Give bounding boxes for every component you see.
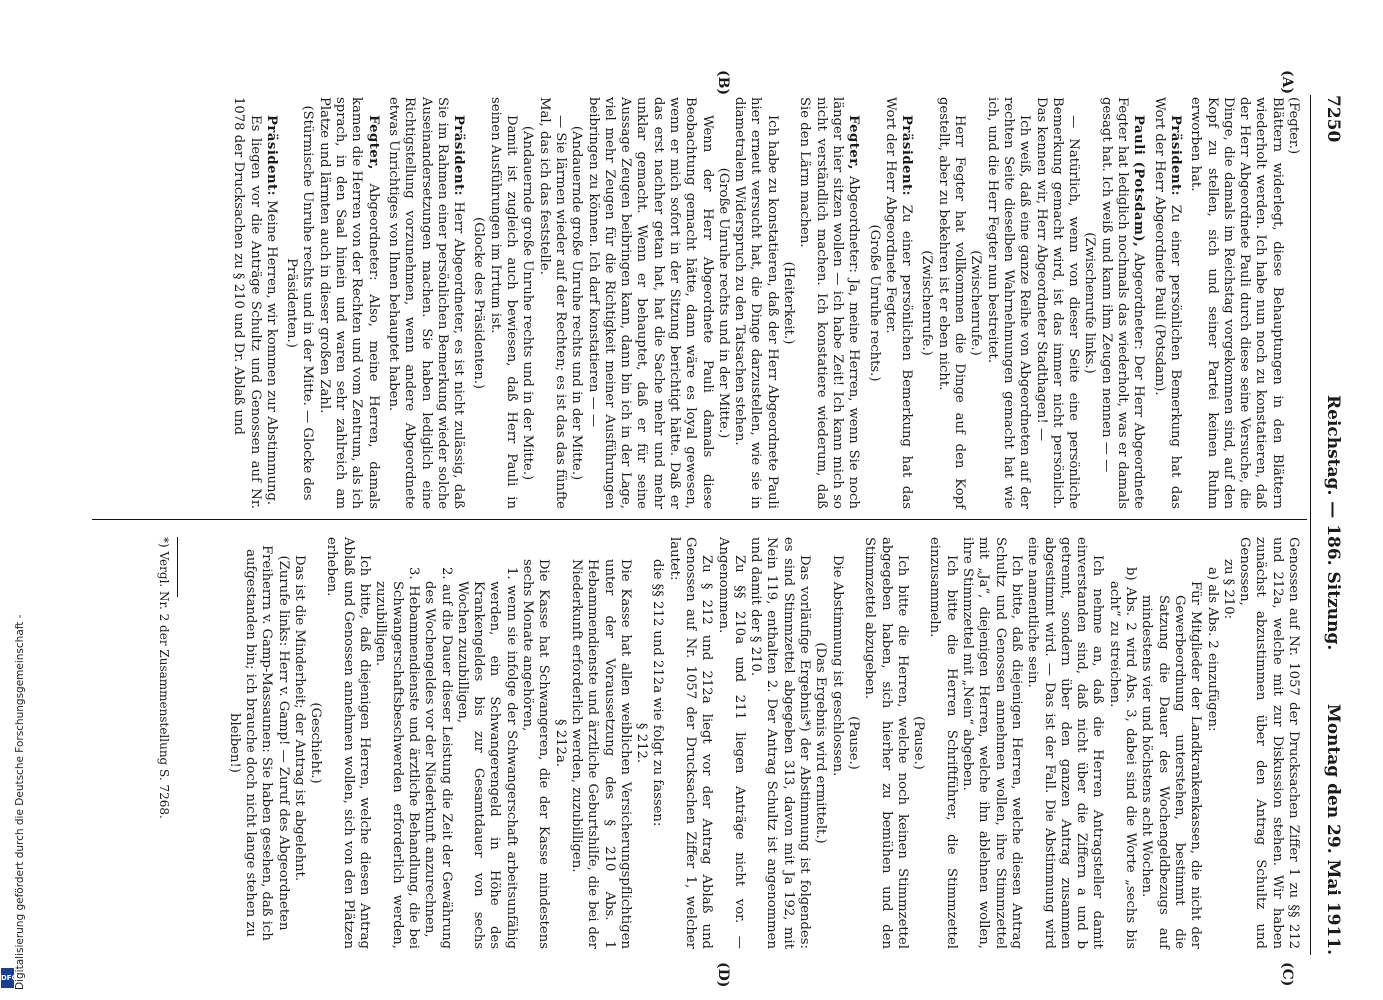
- stage-direction: [470, 97, 486, 509]
- paragraph-text: Ich bitte die Herren Schriftführer, die Stimmzettel einzusammeln.: [927, 537, 959, 949]
- stage-direction: [780, 97, 796, 509]
- paragraph-text: (Stürmische Unruhe rechts und in der Mitte. — Glocke des Präsidenten.): [284, 105, 316, 501]
- stage-direction: [845, 537, 861, 949]
- paragraph-text: Ich bitte, daß diejenigen Herren, welche diesen Antrag Schultz und Genossen annehmen wollen, ihre Stimmzettel mit „Ja“, diejenigen Herren, welche ihn ablehnen wollen, ihre Stimmzettel mit „Nein“ abgeben.: [960, 537, 1024, 949]
- paragraph-text: 2. auf die Dauer dieser Leistung die Zeit der Gewährung des Wochengeldes vor der Niederkunft anzurechnen,: [422, 567, 454, 949]
- paragraph-text: (Geschieht.): [308, 702, 324, 784]
- stage-direction: [633, 537, 649, 949]
- paragraph-text: (Fegter.): [1286, 97, 1301, 155]
- paragraph-text: (Andauernde große Unruhe rechts und in der Mitte.): [569, 125, 585, 481]
- paragraph-text: Genossen auf Nr. 1057 der Drucksachen Ziffer 1 zu §§ 212 und 212a, welche mit zur Diskussion stehen. Wir haben zunächst abzustimmen über den Antrag Schultz und Genossen,: [1237, 537, 1301, 949]
- margin-marker-d: (D): [715, 962, 731, 988]
- paragraph: [535, 97, 568, 509]
- paragraph: [747, 537, 812, 949]
- left-column: [230, 97, 1301, 509]
- paragraph-text: (Zwischenrufe links.): [1082, 232, 1098, 374]
- paragraph: [584, 97, 714, 509]
- paragraph-text: Damit ist zugleich auch bewiesen, daß Herr Pauli in seinen Ausführungen im Irrtum ist.: [487, 97, 520, 509]
- paragraph: [1187, 97, 1285, 509]
- paragraph-text: (Pause.): [911, 716, 927, 770]
- speaker-paragraph: [1150, 97, 1183, 509]
- paragraph: [486, 97, 519, 509]
- paragraph: [323, 537, 372, 949]
- speaker-name: Präsident:: [451, 115, 467, 197]
- paragraph-text: 1. wenn sie infolge der Schwangerschaft arbeitsunfähig werden, ein Schwangerengeld in Höhe des Krankengeldes bis zur Gesamtdauer von sechs Wochen zuzubilligen,: [454, 567, 519, 949]
- stage-direction: [283, 97, 316, 509]
- paragraph-text: Herr Abgeordneter, es ist nicht zulässig, daß Sie im Rahmen einer persönlichen Bemerkung wieder solche Auseinandersetzungen machen. Sie haben lediglich eine Richtigstellung vorzunehmen, wenn andere Abgeordnete etwas Unrichtiges von Ihnen behauptet haben.: [385, 97, 467, 509]
- paragraph-text: Die Kasse hat Schwangeren, die der Kasse mindestens sechs Monate angehören,: [520, 559, 552, 949]
- paragraph-text: Wenn der Herr Abgeordnete Pauli damals diese Beobachtung gemacht hätte, dann wäre es loyal gewesen, wenn er mich sofort in der Sitzung berichtigt hätte. Daß er das erst nachher getan hat, hat die Sache mehr und mehr unklar gemacht. Wenn er behauptet, daß er für seine Aussage Zeugen beibringen kann, dann bin ich in der Lage, viel mehr Zeugen für die Richtigkeit meiner Ausführungen beibringen zu können. Ich darf konstatieren — —: [585, 97, 715, 509]
- paragraph: [1024, 537, 1105, 949]
- paragraph-text: Abgeordneter: Ja, meine Herren, wenn Sie noch länger hier sitzen wollen — ich habe Zeit! Ich kann mich so nicht verständlich machen. Ich konstatiere wiederum, daß Sie den Lärm machen.: [797, 97, 862, 509]
- stage-direction: [910, 537, 926, 949]
- footnote-rule: [177, 537, 178, 597]
- paragraph-text: Zu einer persönlichen Bemerkung hat das Wort der Herr Abgeordnete Pauli (Potsdam).: [1151, 97, 1183, 509]
- stage-direction: [568, 97, 584, 509]
- paragraph: [1032, 97, 1081, 509]
- speaker-paragraph: [263, 97, 279, 509]
- speaker-paragraph: [796, 97, 861, 509]
- paragraph-text: zu § 210:: [1220, 559, 1236, 620]
- paragraph: [665, 537, 714, 949]
- stage-direction: [519, 97, 535, 509]
- stage-direction: [865, 97, 881, 509]
- header-rule: [1310, 95, 1311, 955]
- paragraph-text: (Pause.): [845, 716, 861, 770]
- speaker-name: Fegter,: [365, 115, 381, 170]
- speaker-name: Präsident:: [263, 115, 279, 197]
- paragraph-text: Die Kasse hat allen weiblichen Versicherungspflichtigen unter der Voraussetzung des § 210 Abs. 1 Hebammendienste und ärztliche Geburtshilfe, die bei der Niederkunft erforderlich werden, zuzubilligen.: [568, 559, 633, 949]
- paragraph-text: Das ist die Minderheit; der Antrag ist abgelehnt.: [291, 555, 307, 882]
- paragraph-text: § 212a.: [552, 718, 568, 767]
- paragraph-text: (Zwischenrufe.): [968, 250, 984, 356]
- stage-direction: [812, 537, 828, 949]
- stage-direction: [715, 97, 731, 509]
- paragraph: [983, 97, 1032, 509]
- paragraph: [649, 537, 665, 949]
- stage-direction: [1081, 97, 1097, 509]
- dfg-logo-icon: DFG: [1, 968, 14, 988]
- speaker-name: Fegter,: [846, 115, 862, 170]
- paragraph: [1203, 537, 1219, 949]
- stage-direction: [918, 97, 934, 509]
- paragraph-text: (Heiterkeit.): [781, 261, 797, 345]
- paragraph: [828, 537, 844, 949]
- paragraph: [1285, 97, 1301, 509]
- paragraph: [861, 537, 910, 949]
- paragraph-text: a) als Abs. 2 einzufügen:: [1204, 567, 1220, 732]
- paragraph-text: (Glocke des Präsidenten.): [471, 216, 487, 390]
- paragraph: [421, 537, 454, 949]
- paragraph-text: die §§ 212 und 212a wie folgt zu fassen:: [650, 559, 666, 827]
- paragraph-text: Zu § 212 und 212a liegt vor der Antrag Ablaß und Genossen auf Nr. 1057 der Drucksachen Ziffer 1, welcher lautet:: [666, 537, 715, 949]
- paragraph: [731, 97, 780, 509]
- paragraph-text: (Andauernde große Unruhe rechts und in der Mitte.): [520, 125, 536, 481]
- paragraph: [926, 537, 959, 949]
- paragraph: [1220, 537, 1236, 949]
- paragraph-text: Meine Herren, wir kommen zur Abstimmung.: [263, 200, 279, 506]
- paragraph-text: Zu einer persönlichen Bemerkung hat das Wort der Herr Abgeordnete Fegter.: [882, 97, 915, 509]
- paragraph: [291, 537, 307, 949]
- paragraph-text: Ich bitte die Herren, welche noch keinen Stimmzettel abgegeben haben, sich hierher zu bemühen und den Stimmzettel abzugeben.: [862, 537, 910, 949]
- paragraph: [519, 537, 552, 949]
- paragraph-text: — Sie lärmen wieder auf der Rechten; es ist das das fünfte Mal, das ich das feststelle.: [536, 97, 568, 509]
- stage-direction: [225, 537, 290, 949]
- paragraph-text: Für Mitglieder der Landkrankenkassen, die nicht der Gewerbeordnung unterstehen, bestimmt die Satzung die Dauer des Wochengeldbezugs auf mindestens vier und höchstens acht Wochen.: [1139, 581, 1204, 949]
- speaker-paragraph: [385, 97, 466, 509]
- paragraph-text: Ich weiß, daß eine ganze Reihe von Abgeordneten auf der rechten Seite dieselben Wahrnehmungen gemacht hat wie ich, und die Herr Fegter nun bestreitet.: [984, 97, 1033, 509]
- speaker-paragraph: [1097, 97, 1146, 509]
- paragraph: [454, 537, 519, 949]
- paragraph: [959, 537, 1024, 949]
- paragraph: [230, 97, 263, 509]
- stage-direction: [307, 537, 323, 949]
- paragraph-text: (Zurufe links: Herr v. Gamp! — Zuruf des Abgeordneten Freiherrn v. Gamp-Massaunen: Sie haben gesehen, daß ich aufgestanden bin; ich brauche doch nicht lange stehen zu bleiben!): [226, 545, 291, 941]
- paragraph-text: (Große Unruhe rechts.): [866, 224, 882, 382]
- speaker-name: Pauli (Potsdam),: [1131, 115, 1147, 248]
- speaker-name: Präsident:: [1167, 115, 1183, 197]
- paragraph: [372, 537, 421, 949]
- credit-text: Digitalisierung gefördert durch die Deutsche Forschungsgemeinschaft -: [14, 614, 26, 990]
- column-divider: [92, 519, 1307, 520]
- paragraph-text: (Das Ergebnis wird ermittelt.): [813, 642, 829, 844]
- margin-marker-a: (A): [1279, 70, 1295, 95]
- speaker-paragraph: [882, 97, 915, 509]
- paragraph-text: (Zwischenrufe.): [919, 250, 935, 356]
- paragraph-text: Abgeordneter: Der Herr Abgeordnete Fegter hat lediglich nochmals das wiederholt, was er damals gesagt hat. Ich weiß und kann ihm Zeugen nennen — —: [1098, 97, 1147, 509]
- page-number: 7250: [1323, 95, 1343, 143]
- paragraph-text: Die Abstimmung ist geschlossen.: [829, 555, 845, 777]
- paragraph-text: b) Abs. 2 wird Abs. 3, dabei sind die Worte „sechs bis acht“ zu streichen.: [1106, 567, 1139, 949]
- paragraph: [568, 537, 633, 949]
- paragraph-text: Abgeordneter: Also, meine Herren, damals kamen die Herren von der Rechten und vom Zentrum, als ich sprach, in den Saal hinein und waren sehr zahlreich am Platze und lärmten auch in dieser großen Zahl.: [316, 97, 381, 509]
- right-column: [225, 537, 1301, 949]
- paragraph: [1236, 537, 1301, 949]
- page-header: [1313, 95, 1343, 955]
- paragraph-text: (Große Unruhe rechts und in der Mitte.): [715, 167, 731, 439]
- paragraph: [1105, 537, 1138, 949]
- paragraph-text: — Natürlich, wenn von dieser Seite eine persönliche Bemerkung gemacht wird, ist das immer nicht persönlich. Das kennen wir, Herr Abgeordneter Stadthagen! —: [1033, 97, 1082, 509]
- paragraph-text: Ich nehme an, daß die Herren Antragsteller damit einverstanden sind, daß nicht über die Ziffern a und b getrennt, sondern über den ganzen Antrag zusammen abgestimmt wird. — Das ist der Fall. Die Abstimmung wird eine namentliche sein.: [1025, 537, 1106, 949]
- paragraph-text: Ich bitte, daß diejenigen Herren, welche diesen Antrag Ablaß und Genossen annehmen wollen, sich von den Plätzen erheben.: [324, 537, 373, 949]
- paragraph: [1138, 537, 1203, 949]
- paragraph-text: Es liegen vor die Anträge Schultz und Genossen auf Nr. 1078 der Drucksachen zu § 210 und Dr. Ablaß und: [231, 97, 263, 509]
- speaker-name: Präsident:: [899, 115, 915, 197]
- page-title: Reichstag. — 186. Sitzung.: [1323, 395, 1343, 651]
- footnote: *) Vergl. Nr. 2 der Zusammenstellung S. 7268.: [157, 537, 171, 819]
- speaker-paragraph: [315, 97, 380, 509]
- stage-direction: [967, 97, 983, 509]
- paragraph-text: Herr Fegter hat vollkommen die Dinge auf den Kopf gestellt, aber zu bekehren ist er eben nicht.: [935, 97, 968, 509]
- paragraph: [934, 97, 967, 509]
- paragraph-text: Zu §§ 210a und 211 liegen Anträge nicht vor. — Angenommen.: [715, 537, 747, 949]
- margin-marker-b: (B): [715, 70, 731, 96]
- paragraph-text: 3. Hebammendienste und ärztliche Behandlung, die bei Schwangerschaftsbeschwerden erforderlich werden, zuzubilligen.: [373, 567, 421, 949]
- paragraph-text: Das vorläufige Ergebnis*) der Abstimmung ist folgendes: es sind Stimmzettel abgegeben 313, davon mit Ja 192, mit Nein 119, enthalten 2. Der Antrag Schultz ist angenommen und damit der § 210.: [748, 537, 813, 949]
- paragraph-text: § 212.: [634, 722, 650, 764]
- paragraph: [714, 537, 747, 949]
- margin-marker-c: (C): [1279, 962, 1295, 987]
- session-date: Montag den 29. Mai 1911.: [1323, 703, 1343, 955]
- paragraph-text: Ich habe zu konstatieren, daß der Herr Abgeordnete Pauli hier erneut versucht hat, die Dinge darzustellen, wie sie in diametralem Widerspruch zu den Tatsachen stehen.: [732, 97, 780, 509]
- stage-direction: [551, 537, 567, 949]
- paragraph-text: Blättern widerlegt, diese Behauptungen in den Blättern wiederholt werden. Ich habe nun noch zu konstatieren, daß der Herr Abgeordnete Pauli durch diese seine Versuche, die Dinge, die damals im Reichstag vorgekommen sind, auf den Kopf zu stellen, sich und seiner Partei keinen Ruhm erworben hat.: [1188, 97, 1285, 509]
